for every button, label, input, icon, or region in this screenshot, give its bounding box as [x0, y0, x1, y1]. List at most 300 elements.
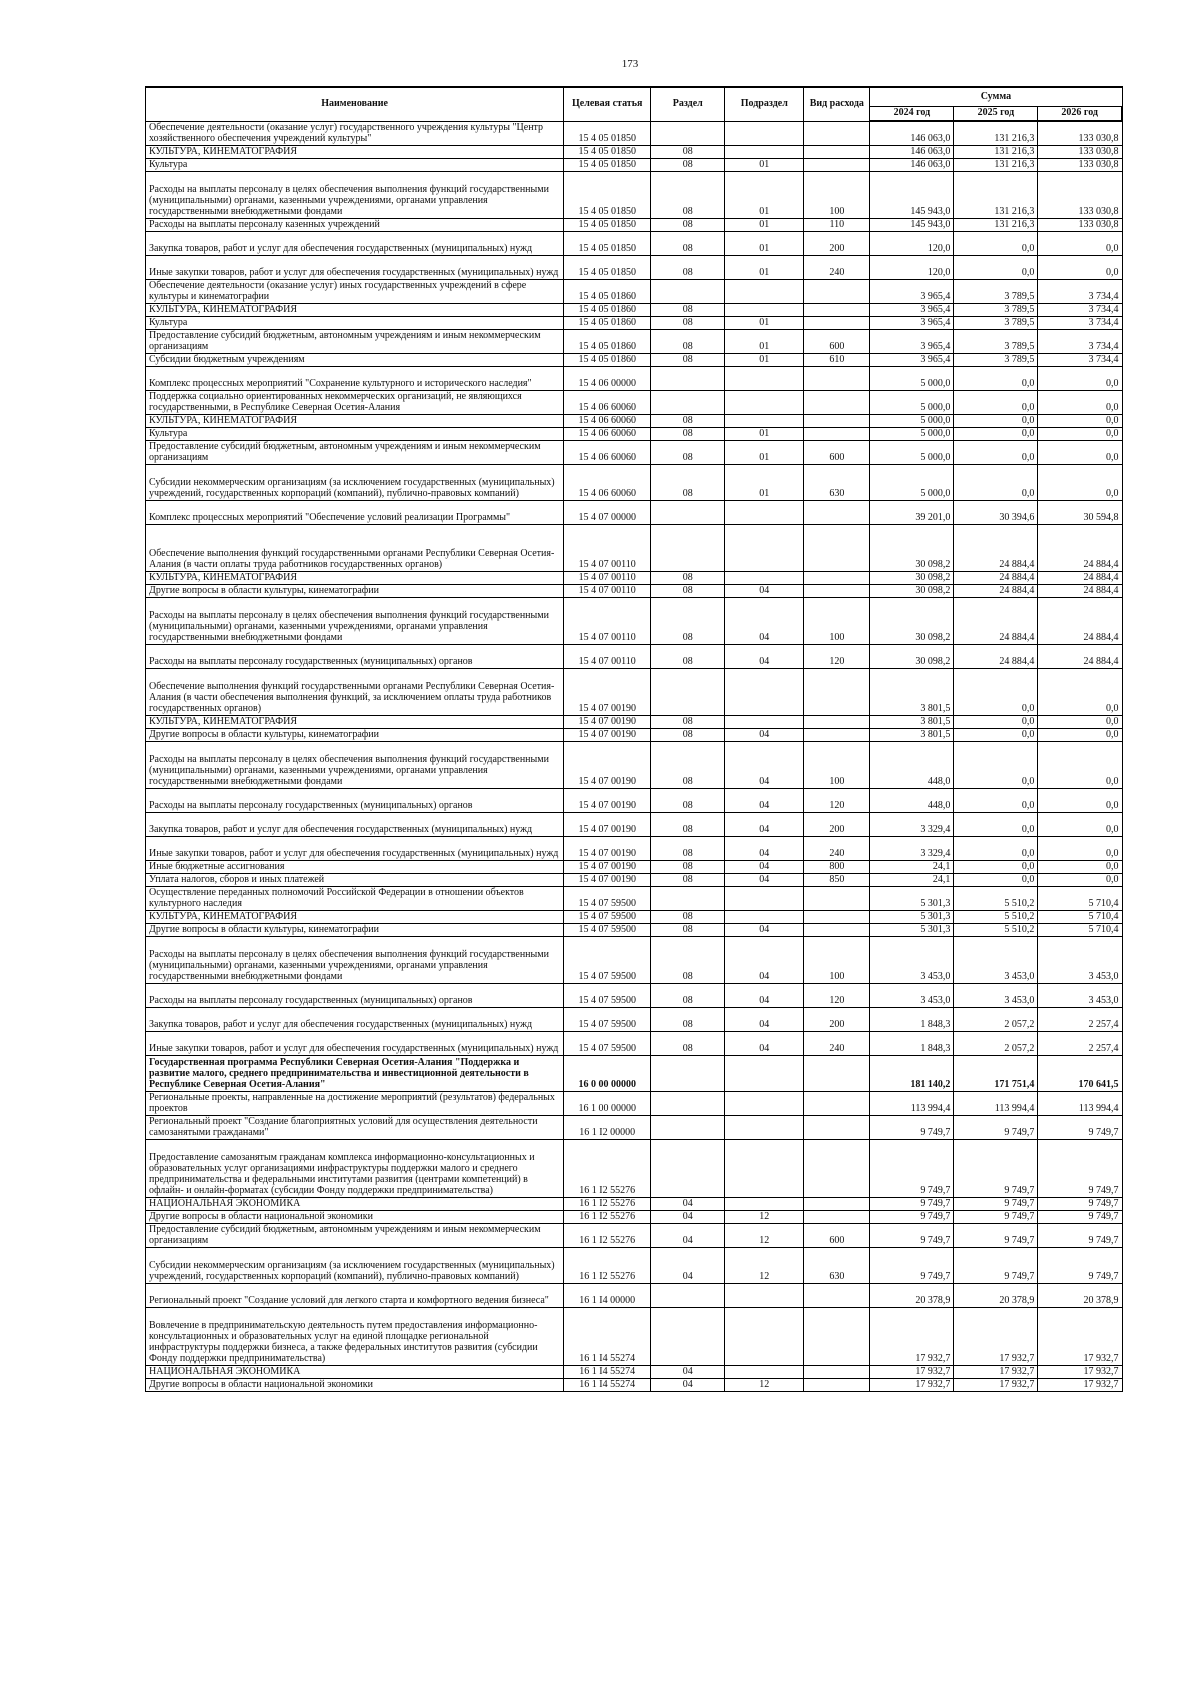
row-name: Поддержка социально ориентированных некоммерческих организаций, не являющихся государственными, в Республике Северная Осетия-Алания	[146, 390, 564, 414]
row-subsection	[725, 414, 804, 427]
row-target-code: 16 1 I4 55274	[564, 1365, 651, 1378]
table-row	[146, 171, 1123, 218]
table-row	[146, 329, 1123, 353]
row-name: Обеспечение деятельности (оказание услуг) иных государственных учреждений в сфере культуры и кинематографии	[146, 279, 564, 303]
row-amount-2024: 181 140,2	[870, 1055, 954, 1091]
row-target-code: 15 4 07 59500	[564, 983, 651, 1007]
row-name: Комплекс процессных мероприятий "Обеспечение условий реализации Программы"	[146, 500, 564, 524]
row-amount-2025: 0,0	[954, 860, 1038, 873]
row-subsection: 01	[725, 464, 804, 500]
row-amount-2025: 9 749,7	[954, 1210, 1038, 1223]
row-amount-2025: 0,0	[954, 366, 1038, 390]
row-subsection	[725, 1055, 804, 1091]
row-name: Расходы на выплаты персоналу в целях обеспечения выполнения функций государственными (муниципальными) органами, казенными учреждениями, органами управления государственными внебюджетными фондами	[146, 171, 564, 218]
row-expense-type: 100	[804, 741, 870, 788]
row-amount-2025: 20 378,9	[954, 1283, 1038, 1307]
row-amount-2024: 145 943,0	[870, 218, 954, 231]
row-amount-2026: 0,0	[1038, 255, 1122, 279]
row-amount-2025: 9 749,7	[954, 1223, 1038, 1247]
row-name: Расходы на выплаты персоналу казенных учреждений	[146, 218, 564, 231]
row-amount-2025: 0,0	[954, 440, 1038, 464]
row-subsection: 04	[725, 923, 804, 936]
row-amount-2024: 39 201,0	[870, 500, 954, 524]
row-section: 04	[651, 1210, 725, 1223]
row-section: 08	[651, 231, 725, 255]
row-section: 08	[651, 440, 725, 464]
row-amount-2025: 3 789,5	[954, 316, 1038, 329]
row-amount-2025: 2 057,2	[954, 1031, 1038, 1055]
row-name: Закупка товаров, работ и услуг для обеспечения государственных (муниципальных) нужд	[146, 1007, 564, 1031]
row-target-code: 15 4 07 00110	[564, 524, 651, 571]
row-name: Иные закупки товаров, работ и услуг для обеспечения государственных (муниципальных) нужд	[146, 255, 564, 279]
row-amount-2026: 24 884,4	[1038, 571, 1122, 584]
row-target-code: 15 4 05 01860	[564, 329, 651, 353]
row-name: КУЛЬТУРА, КИНЕМАТОГРАФИЯ	[146, 414, 564, 427]
row-amount-2024: 146 063,0	[870, 121, 954, 145]
row-subsection	[725, 1091, 804, 1115]
row-expense-type	[804, 1365, 870, 1378]
row-name: Расходы на выплаты персоналу государственных (муниципальных) органов	[146, 644, 564, 668]
row-amount-2025: 5 510,2	[954, 910, 1038, 923]
row-name: Культура	[146, 158, 564, 171]
row-target-code: 15 4 05 01860	[564, 279, 651, 303]
row-subsection	[725, 279, 804, 303]
row-target-code: 16 0 00 00000	[564, 1055, 651, 1091]
row-section	[651, 886, 725, 910]
row-name: Осуществление переданных полномочий Российской Федерации в отношении объектов культурного наследия	[146, 886, 564, 910]
row-subsection: 01	[725, 158, 804, 171]
row-section: 08	[651, 571, 725, 584]
row-amount-2024: 5 301,3	[870, 910, 954, 923]
row-amount-2026: 9 749,7	[1038, 1223, 1122, 1247]
row-section: 08	[651, 812, 725, 836]
row-amount-2024: 24,1	[870, 873, 954, 886]
table-row	[146, 812, 1123, 836]
table-row	[146, 715, 1123, 728]
table-row	[146, 597, 1123, 644]
table-row	[146, 427, 1123, 440]
header-target: Целевая статья	[564, 87, 651, 121]
table-row	[146, 218, 1123, 231]
row-section: 08	[651, 158, 725, 171]
row-section	[651, 668, 725, 715]
row-subsection: 04	[725, 873, 804, 886]
row-expense-type	[804, 279, 870, 303]
row-section: 08	[651, 910, 725, 923]
row-amount-2024: 17 932,7	[870, 1307, 954, 1365]
row-amount-2024: 120,0	[870, 231, 954, 255]
row-expense-type: 610	[804, 353, 870, 366]
row-amount-2025: 2 057,2	[954, 1007, 1038, 1031]
row-target-code: 16 1 I2 55276	[564, 1197, 651, 1210]
row-name: Уплата налогов, сборов и иных платежей	[146, 873, 564, 886]
table-row	[146, 668, 1123, 715]
row-section: 04	[651, 1247, 725, 1283]
table-row	[146, 1378, 1123, 1391]
row-amount-2025: 131 216,3	[954, 121, 1038, 145]
row-expense-type: 200	[804, 812, 870, 836]
table-row	[146, 923, 1123, 936]
row-name: Культура	[146, 427, 564, 440]
row-section: 08	[651, 728, 725, 741]
row-name: Региональный проект "Создание благоприятных условий для осуществления деятельности самозанятыми гражданами"	[146, 1115, 564, 1139]
row-name: Другие вопросы в области культуры, кинематографии	[146, 584, 564, 597]
row-amount-2024: 3 801,5	[870, 668, 954, 715]
row-amount-2026: 133 030,8	[1038, 158, 1122, 171]
row-target-code: 16 1 I2 55276	[564, 1210, 651, 1223]
row-amount-2024: 9 749,7	[870, 1210, 954, 1223]
row-amount-2025: 9 749,7	[954, 1247, 1038, 1283]
row-section	[651, 121, 725, 145]
row-amount-2024: 9 749,7	[870, 1139, 954, 1197]
row-expense-type	[804, 910, 870, 923]
row-target-code: 15 4 05 01850	[564, 255, 651, 279]
row-subsection	[725, 121, 804, 145]
row-amount-2024: 30 098,2	[870, 644, 954, 668]
row-target-code: 15 4 07 00110	[564, 644, 651, 668]
row-name: Другие вопросы в области культуры, кинематографии	[146, 923, 564, 936]
row-amount-2024: 3 453,0	[870, 936, 954, 983]
row-amount-2025: 113 994,4	[954, 1091, 1038, 1115]
row-subsection: 01	[725, 218, 804, 231]
row-name: КУЛЬТУРА, КИНЕМАТОГРАФИЯ	[146, 303, 564, 316]
row-amount-2024: 145 943,0	[870, 171, 954, 218]
row-name: Субсидии некоммерческим организациям (за исключением государственных (муниципальных) учреждений, государственных корпораций (компаний), публично-правовых компаний)	[146, 464, 564, 500]
row-amount-2024: 9 749,7	[870, 1197, 954, 1210]
row-subsection: 04	[725, 836, 804, 860]
row-expense-type: 600	[804, 440, 870, 464]
row-expense-type: 800	[804, 860, 870, 873]
row-expense-type	[804, 427, 870, 440]
row-expense-type	[804, 728, 870, 741]
row-name: КУЛЬТУРА, КИНЕМАТОГРАФИЯ	[146, 715, 564, 728]
row-name: Региональный проект "Создание условий для легкого старта и комфортного ведения бизнеса"	[146, 1283, 564, 1307]
row-amount-2024: 5 301,3	[870, 923, 954, 936]
row-name: Предоставление субсидий бюджетным, автономным учреждениям и иным некоммерческим организациям	[146, 329, 564, 353]
row-amount-2026: 9 749,7	[1038, 1210, 1122, 1223]
row-target-code: 15 4 07 59500	[564, 1007, 651, 1031]
row-amount-2024: 1 848,3	[870, 1031, 954, 1055]
row-amount-2025: 0,0	[954, 255, 1038, 279]
row-subsection	[725, 1283, 804, 1307]
header-subsection: Подраздел	[725, 87, 804, 121]
row-target-code: 16 1 I2 55276	[564, 1247, 651, 1283]
row-amount-2024: 30 098,2	[870, 584, 954, 597]
row-subsection: 04	[725, 788, 804, 812]
row-amount-2026: 17 932,7	[1038, 1365, 1122, 1378]
row-name: Субсидии некоммерческим организациям (за исключением государственных (муниципальных) учреждений, государственных корпораций (компаний), публично-правовых компаний)	[146, 1247, 564, 1283]
row-amount-2025: 0,0	[954, 464, 1038, 500]
table-row	[146, 1055, 1123, 1091]
row-amount-2026: 5 710,4	[1038, 910, 1122, 923]
row-subsection	[725, 524, 804, 571]
row-subsection: 01	[725, 316, 804, 329]
row-section: 08	[651, 255, 725, 279]
row-amount-2026: 0,0	[1038, 427, 1122, 440]
table-row	[146, 158, 1123, 171]
row-amount-2024: 5 000,0	[870, 427, 954, 440]
row-target-code: 15 4 05 01860	[564, 303, 651, 316]
row-subsection: 04	[725, 1007, 804, 1031]
table-row	[146, 644, 1123, 668]
row-amount-2025: 3 789,5	[954, 353, 1038, 366]
row-amount-2025: 131 216,3	[954, 145, 1038, 158]
row-amount-2026: 30 594,8	[1038, 500, 1122, 524]
row-name: Иные закупки товаров, работ и услуг для обеспечения государственных (муниципальных) нужд	[146, 836, 564, 860]
row-subsection: 01	[725, 353, 804, 366]
row-subsection: 04	[725, 1031, 804, 1055]
row-section: 08	[651, 923, 725, 936]
row-subsection	[725, 910, 804, 923]
row-name: Другие вопросы в области национальной экономики	[146, 1378, 564, 1391]
row-expense-type: 630	[804, 464, 870, 500]
row-section: 08	[651, 584, 725, 597]
row-amount-2025: 24 884,4	[954, 644, 1038, 668]
row-amount-2026: 2 257,4	[1038, 1007, 1122, 1031]
row-amount-2024: 30 098,2	[870, 597, 954, 644]
row-subsection	[725, 886, 804, 910]
row-expense-type	[804, 584, 870, 597]
row-expense-type: 100	[804, 171, 870, 218]
row-expense-type	[804, 571, 870, 584]
row-target-code: 15 4 07 00110	[564, 571, 651, 584]
row-subsection: 04	[725, 936, 804, 983]
row-target-code: 15 4 05 01860	[564, 316, 651, 329]
row-target-code: 15 4 07 00190	[564, 741, 651, 788]
row-expense-type	[804, 414, 870, 427]
row-target-code: 16 1 I2 55276	[564, 1223, 651, 1247]
row-amount-2026: 0,0	[1038, 366, 1122, 390]
row-amount-2026: 24 884,4	[1038, 584, 1122, 597]
table-row	[146, 414, 1123, 427]
header-expense-type: Вид расхода	[804, 87, 870, 121]
row-amount-2026: 133 030,8	[1038, 145, 1122, 158]
row-section: 08	[651, 741, 725, 788]
row-section: 08	[651, 836, 725, 860]
row-amount-2025: 0,0	[954, 788, 1038, 812]
row-amount-2025: 24 884,4	[954, 597, 1038, 644]
row-target-code: 15 4 07 59500	[564, 910, 651, 923]
row-target-code: 15 4 07 59500	[564, 936, 651, 983]
row-section	[651, 1115, 725, 1139]
row-amount-2026: 5 710,4	[1038, 886, 1122, 910]
table-row	[146, 728, 1123, 741]
row-expense-type	[804, 1055, 870, 1091]
row-section: 04	[651, 1365, 725, 1378]
row-section: 08	[651, 1007, 725, 1031]
row-expense-type	[804, 1378, 870, 1391]
row-expense-type	[804, 1197, 870, 1210]
table-row	[146, 1307, 1123, 1365]
row-subsection: 01	[725, 255, 804, 279]
table-row	[146, 279, 1123, 303]
row-amount-2026: 20 378,9	[1038, 1283, 1122, 1307]
row-target-code: 16 1 00 00000	[564, 1091, 651, 1115]
row-target-code: 15 4 05 01850	[564, 171, 651, 218]
row-amount-2025: 24 884,4	[954, 524, 1038, 571]
table-row	[146, 1365, 1123, 1378]
row-amount-2026: 133 030,8	[1038, 121, 1122, 145]
row-subsection	[725, 715, 804, 728]
row-expense-type	[804, 303, 870, 316]
table-row	[146, 1223, 1123, 1247]
row-target-code: 15 4 07 00190	[564, 873, 651, 886]
row-section	[651, 1091, 725, 1115]
row-amount-2026: 3 453,0	[1038, 936, 1122, 983]
row-name: Вовлечение в предпринимательскую деятельность путем предоставления информационно-консультационных и образовательных услуг на единой площадке региональной инфраструктуры поддержки бизнеса, а также федеральных институтов развития (субсидии Фонду поддержки предпринимательства)	[146, 1307, 564, 1365]
row-subsection: 01	[725, 329, 804, 353]
row-amount-2025: 30 394,6	[954, 500, 1038, 524]
row-section	[651, 366, 725, 390]
row-amount-2024: 5 301,3	[870, 886, 954, 910]
row-amount-2026: 0,0	[1038, 836, 1122, 860]
row-target-code: 15 4 05 01850	[564, 231, 651, 255]
row-section: 08	[651, 1031, 725, 1055]
row-subsection	[725, 1307, 804, 1365]
row-amount-2026: 170 641,5	[1038, 1055, 1122, 1091]
row-amount-2026: 0,0	[1038, 728, 1122, 741]
row-expense-type: 600	[804, 1223, 870, 1247]
row-amount-2026: 0,0	[1038, 812, 1122, 836]
row-amount-2025: 0,0	[954, 414, 1038, 427]
table-row	[146, 860, 1123, 873]
row-amount-2026: 133 030,8	[1038, 171, 1122, 218]
row-amount-2026: 0,0	[1038, 741, 1122, 788]
row-amount-2025: 0,0	[954, 427, 1038, 440]
row-amount-2024: 5 000,0	[870, 414, 954, 427]
row-amount-2026: 0,0	[1038, 440, 1122, 464]
row-amount-2026: 3 734,4	[1038, 329, 1122, 353]
row-expense-type: 630	[804, 1247, 870, 1283]
row-amount-2026: 5 710,4	[1038, 923, 1122, 936]
row-amount-2024: 3 801,5	[870, 728, 954, 741]
row-amount-2025: 24 884,4	[954, 571, 1038, 584]
table-row	[146, 788, 1123, 812]
row-amount-2025: 3 789,5	[954, 329, 1038, 353]
row-subsection: 04	[725, 812, 804, 836]
row-expense-type: 240	[804, 255, 870, 279]
header-year-2025: 2025 год	[954, 107, 1038, 122]
table-row	[146, 1247, 1123, 1283]
row-section	[651, 1283, 725, 1307]
row-amount-2024: 146 063,0	[870, 145, 954, 158]
row-amount-2026: 0,0	[1038, 414, 1122, 427]
table-row	[146, 440, 1123, 464]
table-row	[146, 1115, 1123, 1139]
row-section: 08	[651, 316, 725, 329]
row-amount-2024: 113 994,4	[870, 1091, 954, 1115]
row-expense-type	[804, 1139, 870, 1197]
row-amount-2024: 9 749,7	[870, 1115, 954, 1139]
table-row	[146, 390, 1123, 414]
row-amount-2024: 1 848,3	[870, 1007, 954, 1031]
row-amount-2026: 113 994,4	[1038, 1091, 1122, 1115]
row-amount-2024: 17 932,7	[870, 1365, 954, 1378]
row-section: 08	[651, 644, 725, 668]
row-amount-2025: 0,0	[954, 390, 1038, 414]
row-amount-2025: 131 216,3	[954, 171, 1038, 218]
row-target-code: 15 4 07 00190	[564, 788, 651, 812]
row-subsection	[725, 390, 804, 414]
row-amount-2024: 3 965,4	[870, 316, 954, 329]
row-amount-2026: 0,0	[1038, 231, 1122, 255]
row-subsection	[725, 145, 804, 158]
row-target-code: 15 4 07 00110	[564, 584, 651, 597]
row-subsection: 01	[725, 231, 804, 255]
row-expense-type	[804, 1210, 870, 1223]
row-target-code: 15 4 07 00000	[564, 500, 651, 524]
row-subsection	[725, 366, 804, 390]
row-expense-type: 120	[804, 644, 870, 668]
row-amount-2024: 3 965,4	[870, 329, 954, 353]
row-subsection: 04	[725, 584, 804, 597]
row-amount-2024: 17 932,7	[870, 1378, 954, 1391]
table-body	[146, 121, 1123, 1391]
table-row	[146, 145, 1123, 158]
row-amount-2025: 9 749,7	[954, 1115, 1038, 1139]
row-name: Предоставление субсидий бюджетным, автономным учреждениям и иным некоммерческим организациям	[146, 440, 564, 464]
table-row	[146, 886, 1123, 910]
table-header	[146, 87, 1123, 121]
row-target-code: 15 4 07 59500	[564, 923, 651, 936]
row-expense-type	[804, 1283, 870, 1307]
row-amount-2026: 0,0	[1038, 464, 1122, 500]
row-expense-type	[804, 1115, 870, 1139]
table-row	[146, 464, 1123, 500]
table-row	[146, 910, 1123, 923]
row-amount-2025: 3 789,5	[954, 303, 1038, 316]
row-subsection: 12	[725, 1210, 804, 1223]
row-target-code: 16 1 I4 55274	[564, 1378, 651, 1391]
row-amount-2026: 24 884,4	[1038, 644, 1122, 668]
row-section: 08	[651, 427, 725, 440]
row-expense-type	[804, 316, 870, 329]
row-target-code: 15 4 07 59500	[564, 1031, 651, 1055]
row-target-code: 15 4 07 00110	[564, 597, 651, 644]
row-amount-2026: 0,0	[1038, 390, 1122, 414]
table-row	[146, 1091, 1123, 1115]
row-section: 08	[651, 597, 725, 644]
row-expense-type: 120	[804, 983, 870, 1007]
row-amount-2024: 3 453,0	[870, 983, 954, 1007]
table-row	[146, 1197, 1123, 1210]
table-row	[146, 353, 1123, 366]
row-target-code: 15 4 07 00190	[564, 728, 651, 741]
table-row	[146, 121, 1123, 145]
table-row	[146, 500, 1123, 524]
row-section: 08	[651, 936, 725, 983]
row-target-code: 15 4 07 00190	[564, 812, 651, 836]
row-target-code: 15 4 06 60060	[564, 414, 651, 427]
row-target-code: 15 4 07 59500	[564, 886, 651, 910]
row-amount-2024: 3 965,4	[870, 303, 954, 316]
row-expense-type: 200	[804, 1007, 870, 1031]
row-expense-type	[804, 1307, 870, 1365]
row-expense-type: 240	[804, 836, 870, 860]
row-expense-type	[804, 1091, 870, 1115]
table-row	[146, 366, 1123, 390]
row-section: 04	[651, 1378, 725, 1391]
row-target-code: 16 1 I4 00000	[564, 1283, 651, 1307]
row-amount-2025: 131 216,3	[954, 218, 1038, 231]
row-amount-2025: 171 751,4	[954, 1055, 1038, 1091]
row-subsection: 04	[725, 983, 804, 1007]
row-subsection	[725, 668, 804, 715]
row-subsection: 04	[725, 741, 804, 788]
table-row	[146, 836, 1123, 860]
row-amount-2026: 2 257,4	[1038, 1031, 1122, 1055]
row-amount-2024: 9 749,7	[870, 1247, 954, 1283]
